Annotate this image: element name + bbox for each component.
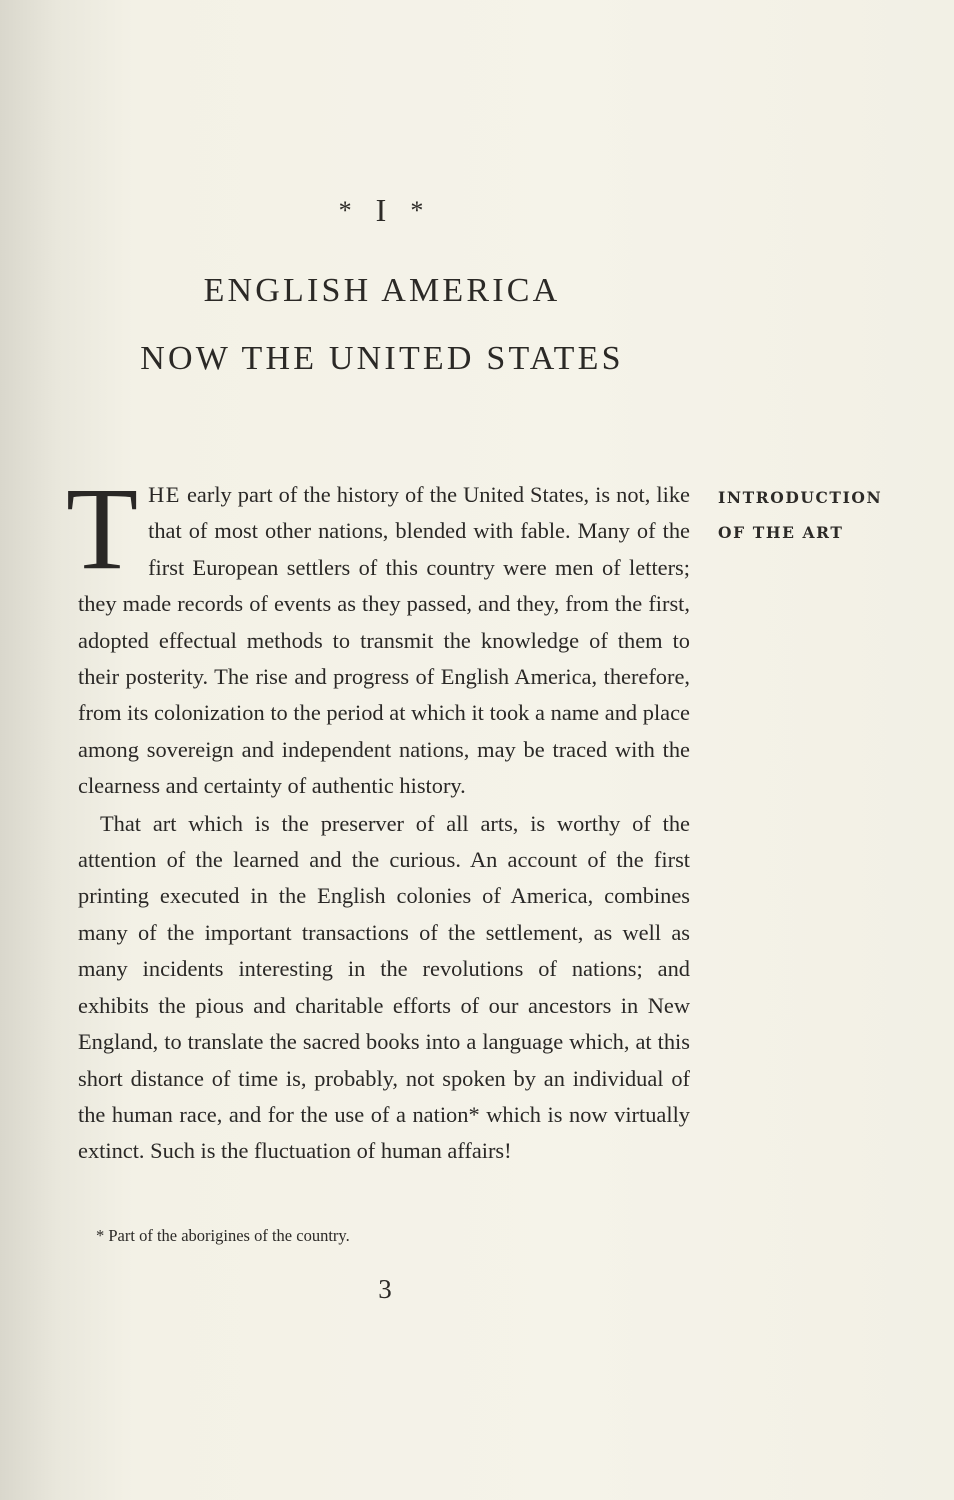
- drop-cap: T: [66, 463, 139, 594]
- margin-note-line-1: INTRODUCTION: [718, 488, 883, 507]
- chapter-title-line-2: NOW THE UNITED STATES: [140, 340, 624, 377]
- paragraph-1: [66, 463, 690, 805]
- chapter-numeral: I: [375, 192, 389, 228]
- page-number: 3: [378, 1274, 392, 1304]
- margin-note-line-2: OF THE ART: [718, 523, 844, 542]
- margin-note: [718, 480, 882, 550]
- body-text: [66, 463, 690, 1170]
- first-word-rest: HE: [148, 482, 181, 507]
- footnote: * Part of the aborigines of the country.: [96, 1226, 350, 1245]
- chapter-number: [0, 192, 764, 229]
- star-ornament-left: *: [338, 196, 354, 225]
- paragraph-2: That art which is the preserver of all arts, is worthy of the attention of the learned and the curious. An account of the first printing executed in the English colonies of America, combines many of the important transactions of the settlement, as well as many incidents interesting in the revolutions of nations; and exhibits the pious and charitable efforts of our ancestors in New England, to translate the sacred books into a language which, at this short distance of time is, probably, not spoken by an individual of the human race, and for the use of a nation* which is now virtually extinct. Such is the fluctuation of human affairs!: [78, 810, 690, 1164]
- star-ornament-right: *: [410, 196, 426, 225]
- chapter-title-line-1: ENGLISH AMERICA: [203, 272, 561, 309]
- paragraph-1-text: early part of the history of the United States, is not, like that of most other nations, blended with fable. Many of the first European settlers of this country were men of letters; they made records of events as they passed, and they, from the first, adopted effectual methods to transmit the knowledge of them to their posterity. The rise and progress of English America, therefore, from its colonization to the period at which it took a name and place among sovereign and independent nations, may be traced with the clearness and certainty of authentic history.: [78, 482, 690, 799]
